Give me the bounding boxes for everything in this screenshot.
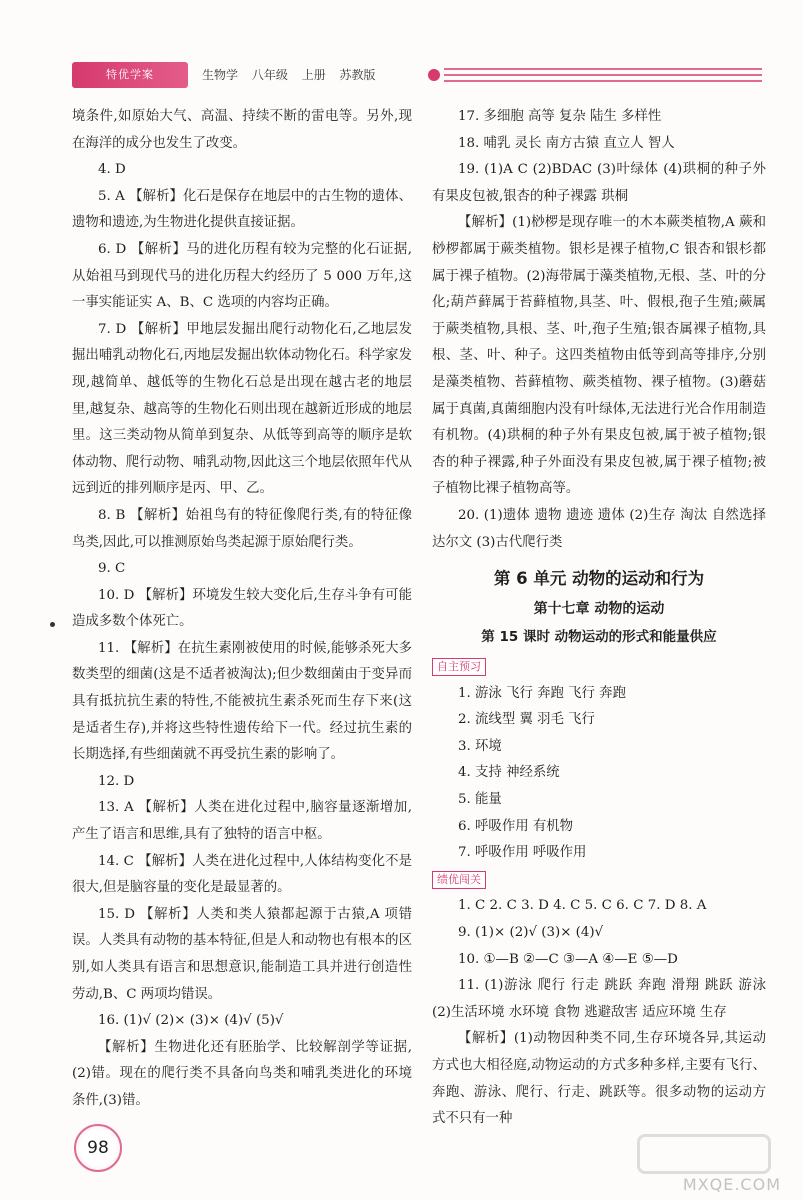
watermark-text: MXQE.COM (682, 1175, 781, 1194)
header-rule-3 (444, 80, 762, 82)
answer-paragraph: 9. C (98, 561, 126, 577)
answer-paragraph: 6. D 【解析】马的进化历程有较为完整的化石证据,从始祖马到现代马的进化历程大约经历了 5 000 万年,这一事实能证实 A、B、C 选项的内容均正确。 (72, 241, 412, 311)
section-tag-preview: 自主预习 (432, 658, 486, 676)
answer-line: 9. (1)× (2)√ (3)× (4)√ (458, 925, 604, 941)
answer-paragraph: 11. 【解析】在抗生素刚被使用的时候,能够杀死大多数类型的细菌(这是不适者被淘汰);但少数细菌由于变异而具有抵抗抗生素的特性,不能被抗生素杀死而生存下来(这是适者生存),并将这些特性遗传给下一代。经过抗生素的长期选择,有些细菌就不再受抗生素的影响了。 (72, 640, 412, 763)
answer-line: 5. 能量 (458, 792, 502, 808)
margin-bullet (50, 622, 55, 627)
answer-paragraph: 15. D 【解析】人类和类人猿都起源于古猿,A 项错误。人类具有动物的基本特征,但是人和动物也有根本的区别,如人类具有语言和思想意识,能制造工具并进行创造性劳动,B、C 两项均错误。 (72, 906, 412, 1002)
answer-paragraph: 16. (1)√ (2)× (3)× (4)√ (5)√ (98, 1013, 284, 1029)
answer-paragraph: 【解析】(1)桫椤是现存唯一的木本蕨类植物,A 蕨和桫椤都属于蕨类植物。银杉是裸子植物,C 银杏和银杉都属于裸子植物。(2)海带属于藻类植物,无根、茎、叶的分化;葫芦藓属于苔藓植物,具茎、叶、假根,孢子生殖;蕨属于蕨类植物,具根、茎、叶,孢子生殖;银杏属裸子植物,具根、茎、叶、种子。这四类植物由低等到高等排序,分别是藻类植物、苔藓植物、蕨类植物、裸子植物。(3)蘑菇属于真菌,真菌细胞内没有叶绿体,无法进行光合作用制造有机物。(4)珙桐的种子外有果皮包被,属于被子植物;银杏的种子裸露,种子外面没有果皮包被,属于裸子植物;被子植物比裸子植物高等。 (432, 215, 766, 497)
header-rule-1 (444, 68, 762, 70)
answer-line: 【解析】(1)动物因种类不同,生存环境各异,其运动方式也大相径庭,动物运动的方式多种多样,主要有飞行、奔跑、游泳、爬行、行走、跳跃等。很多动物的运动方式不只有一种 (432, 1031, 766, 1127)
header-rule-2 (444, 74, 762, 76)
answer-line: 11. (1)游泳 爬行 行走 跳跃 奔跑 滑翔 跳跃 游泳 (2)生活环境 水环境 食物 逃避敌害 适应环境 生存 (432, 978, 766, 1020)
answer-paragraph: 8. B 【解析】始祖鸟有的特征像爬行类,有的特征像鸟类,因此,可以推测原始鸟类起源于原始爬行类。 (72, 507, 412, 550)
answer-paragraph: 10. D 【解析】环境发生较大变化后,生存斗争有可能造成多数个体死亡。 (72, 587, 412, 630)
section-tag-challenge: 绩优闯关 (432, 871, 486, 889)
header-dot (428, 69, 440, 81)
answer-line: 4. 支持 神经系统 (458, 765, 560, 781)
answer-paragraph: 17. 多细胞 高等 复杂 陆生 多样性 (458, 109, 662, 124)
watermark-logo (631, 1134, 781, 1194)
unit-title: 第 6 单元 动物的运动和行为 (493, 569, 705, 589)
answer-paragraph: 7. D 【解析】甲地层发掘出爬行动物化石,乙地层发掘出哺乳动物化石,丙地层发掘出软体动物化石。科学家发现,越简单、越低等的生物化石总是出现在越古老的地层里,越复杂、越高等的生物化石则出现在越新近形成的地层里。这三类动物从简单到复杂、从低等到高等的顺序是软体动物、爬行动物、哺乳动物,因此这三个地层依照年代从远到近的排列顺序是丙、甲、乙。 (72, 321, 412, 497)
watermark-frame-icon (637, 1134, 771, 1174)
left-column (72, 104, 412, 1115)
page-header (72, 62, 762, 90)
page-number: 98 (74, 1124, 122, 1172)
chapter-title: 第十七章 动物的运动 (533, 601, 665, 618)
brand-label: 特优学案 (72, 62, 188, 88)
edition-label: 苏教版 (339, 68, 376, 82)
answer-line: 1. 游泳 飞行 奔跑 飞行 奔跑 (458, 685, 626, 701)
answer-paragraph: 18. 哺乳 灵长 南方古猿 直立人 智人 (458, 135, 675, 151)
answer-paragraph: 【解析】生物进化还有胚胎学、比较解剖学等证据,(2)错。现在的爬行类不具备向鸟类和哺乳类进化的环境条件,(3)错。 (72, 1039, 412, 1108)
answer-paragraph: 12. D (98, 773, 135, 789)
answer-paragraph: 19. (1)A C (2)BDAC (3)叶绿体 (4)珙桐的种子外有果皮包被,银杏的种子裸露 珙桐 (432, 162, 766, 204)
lesson-title: 第 15 课时 动物运动的形式和能量供应 (481, 629, 717, 646)
answer-line: 7. 呼吸作用 呼吸作用 (458, 845, 587, 861)
answer-paragraph: 5. A 【解析】化石是保存在地层中的古生物的遗体、遗物和遗迹,为生物进化提供直接证据。 (72, 188, 412, 231)
grade-label: 八年级 (251, 68, 288, 82)
answer-line: 1. C 2. C 3. D 4. C 5. C 6. C 7. D 8. A (458, 898, 707, 914)
answer-paragraph: 4. D (98, 162, 126, 178)
answer-line: 6. 呼吸作用 有机物 (458, 818, 574, 834)
answer-paragraph: 14. C 【解析】人类在进化过程中,人体结构变化不是很大,但是脑容量的变化是最显著的。 (72, 853, 412, 896)
right-column (432, 104, 766, 1133)
answer-line: 3. 环境 (458, 738, 502, 754)
answer-paragraph: 13. A 【解析】人类在进化过程中,脑容量逐渐增加,产生了语言和思维,具有了独特的语言中枢。 (72, 800, 412, 843)
subject-line (202, 66, 386, 83)
answer-line: 2. 流线型 翼 羽毛 飞行 (458, 712, 595, 728)
volume-label: 上册 (301, 68, 326, 82)
answer-paragraph: 境条件,如原始大气、高温、持续不断的雷电等。另外,现在海洋的成分也发生了改变。 (72, 109, 412, 151)
answer-paragraph: 20. (1)遗体 遗物 遗迹 遗体 (2)生存 淘汰 自然选择 达尔文 (3)古代爬行类 (432, 507, 766, 550)
subject-name: 生物学 (202, 68, 239, 82)
answer-line: 10. ①—B ②—C ③—A ④—E ⑤—D (458, 951, 678, 967)
